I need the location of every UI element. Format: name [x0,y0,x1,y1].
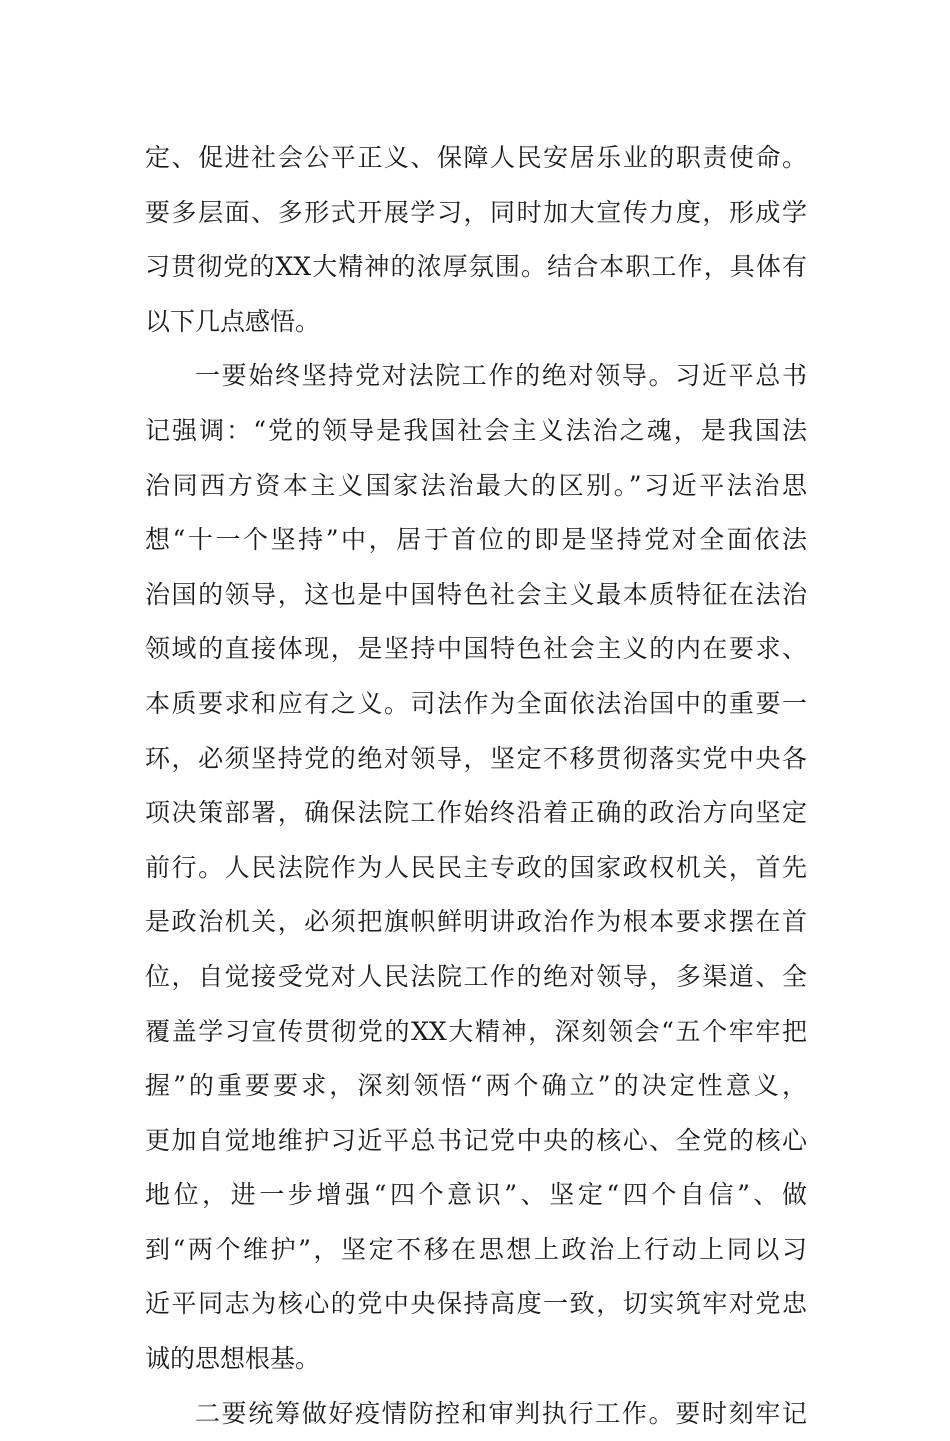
text-line: 覆盖学习宣传贯彻党的XX大精神，深刻领会“五个牢牢把 [145,1016,807,1046]
text-line: 前行。人民法院作为人民民主专政的国家政权机关，首先 [145,852,807,882]
text-line: 是政治机关，必须把旗帜鲜明讲政治作为根本要求摆在首 [145,907,807,937]
text-line: 治国的领导，这也是中国特色社会主义最本质特征在法治 [145,579,807,609]
text-line: 二要统筹做好疫情防控和审判执行工作。要时刻牢记 [195,1398,807,1428]
text-line: 领域的直接体现，是坚持中国特色社会主义的内在要求、 [145,634,807,664]
text-line: 诚的思想根基。 [145,1344,321,1374]
text-line: 治同西方资本主义国家法治最大的区别。”习近平法治思 [145,470,807,500]
text-line: 到“两个维护”，坚定不移在思想上政治上行动上同以习 [145,1234,807,1264]
text-line: 想“十一个坚持”中，居于首位的即是坚持党对全面依法 [145,525,807,555]
text-line: 环，必须坚持党的绝对领导，坚定不移贯彻落实党中央各 [145,743,807,773]
text-line: 记强调：“党的领导是我国社会主义法治之魂，是我国法 [145,415,807,445]
text-line: 更加自觉地维护习近平总书记党中央的核心、全党的核心 [145,1125,807,1155]
text-line: 握”的重要要求，深刻领悟“两个确立”的决定性意义， [145,1071,807,1101]
text-line: 以下几点感悟。 [145,306,321,336]
text-line: 地位，进一步增强“四个意识”、坚定“四个自信”、做 [145,1180,807,1210]
text-line: 位，自觉接受党对人民法院工作的绝对领导，多渠道、全 [145,961,807,991]
text-line: 近平同志为核心的党中央保持高度一致，切实筑牢对党忠 [145,1289,807,1319]
text-line: 习贯彻党的XX大精神的浓厚氛围。结合本职工作，具体有 [145,252,807,282]
text-line: 项决策部署，确保法院工作始终沿着正确的政治方向坚定 [145,798,807,828]
text-line: 定、促进社会公平正义、保障人民安居乐业的职责使命。 [145,143,807,172]
body-text [145,131,807,1441]
text-line: 要多层面、多形式开展学习，同时加大宣传力度，形成学 [145,197,807,227]
text-line: 本质要求和应有之义。司法作为全面依法治国中的重要一 [145,688,807,718]
text-line: 一要始终坚持党对法院工作的绝对领导。习近平总书 [195,361,807,391]
